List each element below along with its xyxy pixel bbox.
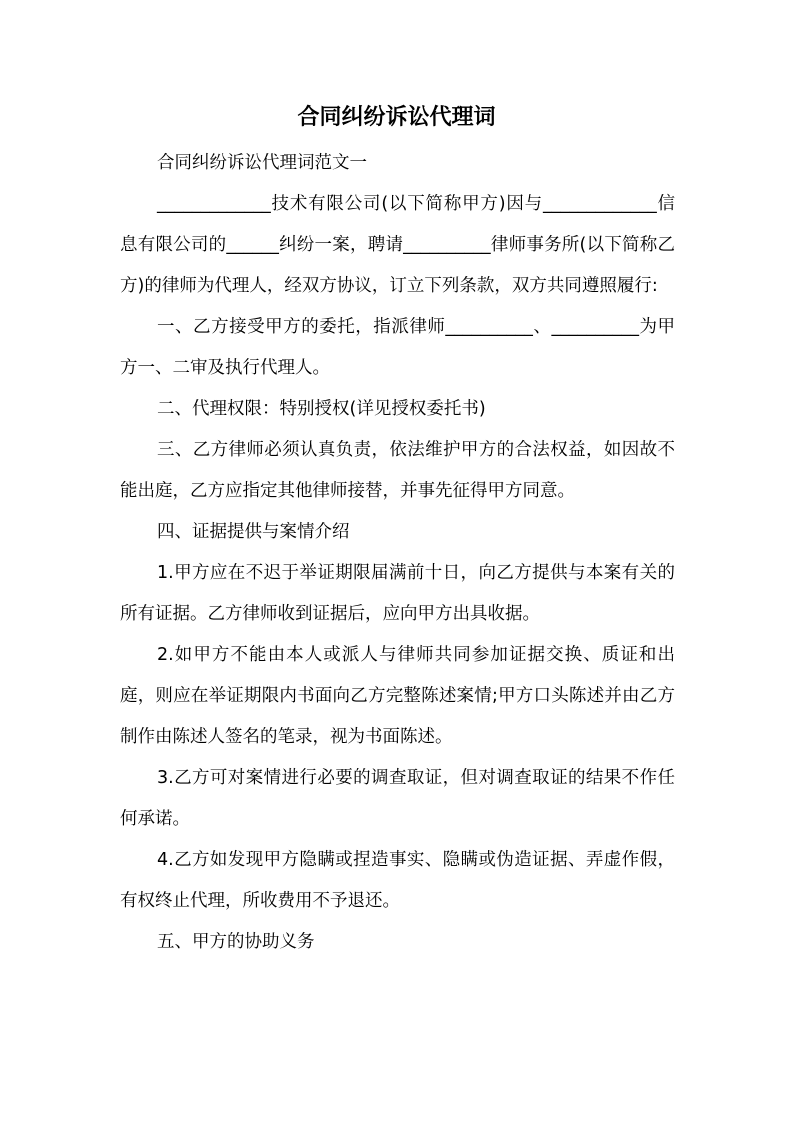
paragraph-clause-2: 二、代理权限：特别授权(详见授权委托书) [157,399,486,419]
document-body [120,143,675,963]
paragraph-clause-5: 五、甲方的协助义务 [157,932,315,952]
paragraph-clause-1: 一、乙方接受甲方的委托，指派律师__________、__________为甲方一、二审及执行代理人。 [120,317,675,378]
paragraph-item-3: 3.乙方可对案情进行必要的调查取证，但对调查取证的结果不作任何承诺。 [120,768,675,829]
paragraph-intro: _____________技术有限公司(以下简称甲方)因与_____________信息有限公司的______纠纷一案，聘请__________律师事务所(以下简称乙方)的律师为代理人，经双方协议，订立下列条款，双方共同遵照履行: [120,194,675,296]
paragraph-item-2: 2.如甲方不能由本人或派人与律师共同参加证据交换、质证和出庭，则应在举证期限内书面向乙方完整陈述案情;甲方口头陈述并由乙方制作由陈述人签名的笔录，视为书面陈述。 [120,645,675,747]
paragraph-item-4: 4.乙方如发现甲方隐瞒或捏造事实、隐瞒或伪造证据、弄虚作假，有权终止代理，所收费用不予退还。 [120,850,675,911]
paragraph-item-1: 1.甲方应在不迟于举证期限届满前十日，向乙方提供与本案有关的所有证据。乙方律师收到证据后，应向甲方出具收据。 [120,563,675,624]
document-title: 合同纠纷诉讼代理词 [297,105,496,130]
paragraph-heading: 合同纠纷诉讼代理词范文一 [157,153,367,173]
paragraph-clause-4: 四、证据提供与案情介绍 [157,522,350,542]
paragraph-clause-3: 三、乙方律师必须认真负责，依法维护甲方的合法权益，如因故不能出庭，乙方应指定其他律师接替，并事先征得甲方同意。 [120,440,675,501]
